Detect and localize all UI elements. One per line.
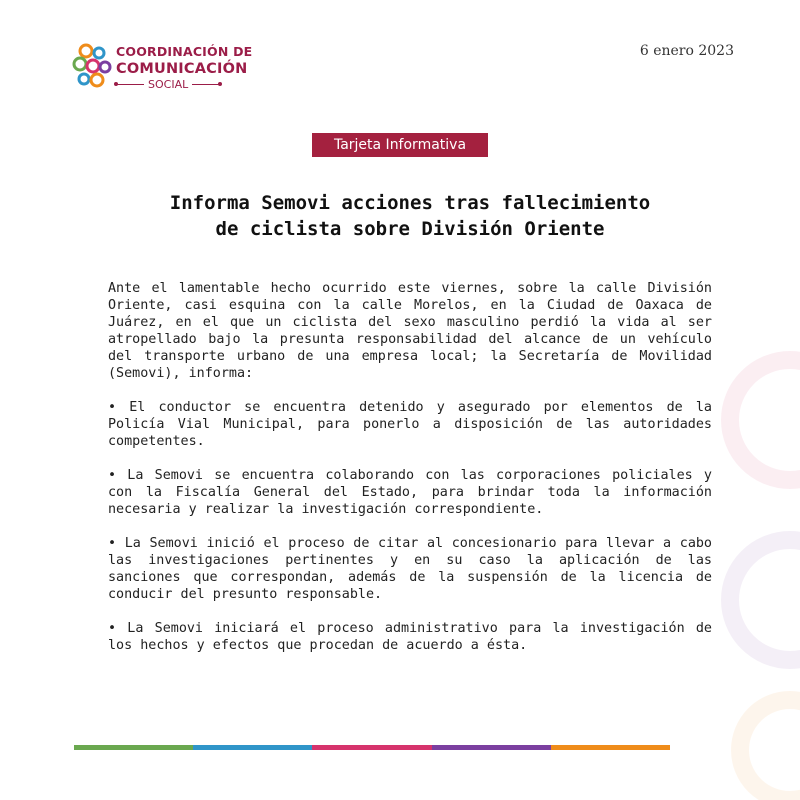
body-paragraph-intro: Ante el lamentable hecho ocurrido este viernes, sobre la calle División Oriente, casi esquina con la calle Morelos, en la Ciudad de Oaxaca de Juárez, en el que un ciclista del sexo masculino perdió la vida al ser atropellado bajo la presunta responsabilidad del alcance de un vehículo del transporte urbano de una empresa local; la Secretaría de Movilidad (Semovi), informa: (108, 281, 712, 381)
logo-line-comunicacion: COMUNICACIÓN (116, 60, 248, 77)
logo-social-label: SOCIAL (148, 78, 189, 91)
logo-line-coordinacion: COORDINACIÓN DE (116, 44, 253, 59)
color-bar-orange (551, 745, 670, 750)
document-body (108, 280, 712, 671)
document-title (90, 190, 730, 242)
color-bar-pink (312, 745, 431, 750)
color-bar-blue (193, 745, 312, 750)
logo (72, 42, 252, 96)
color-bar-divider (74, 745, 670, 750)
title-line-2: de ciclista sobre División Oriente (215, 218, 605, 240)
decorative-ornament-icon (700, 300, 800, 800)
body-bullet-1: • El conductor se encuentra detenido y asegurado por elementos de la Policía Vial Municipal, para ponerlo a disposición de las autoridades competentes. (108, 400, 712, 449)
color-bar-purple (432, 745, 551, 750)
document-date: 6 enero 2023 (639, 43, 734, 59)
color-bar-green (74, 745, 193, 750)
knot-logo-icon (72, 42, 112, 92)
body-bullet-3: • La Semovi inició el proceso de citar al concesionario para llevar a cabo las investigaciones pertinentes y en su caso la aplicación de las sanciones que correspondan, además de la suspensión de la licencia de conducir del presunto responsable. (108, 536, 712, 602)
body-bullet-4: • La Semovi iniciará el proceso administrativo para la investigación de los hechos y efectos que procedan de acuerdo a ésta. (108, 621, 712, 653)
body-bullet-2: • La Semovi se encuentra colaborando con las corporaciones policiales y con la Fiscalía General del Estado, para brindar toda la información necesaria y realizar la investigación correspondiente. (108, 468, 712, 517)
logo-line-social (116, 79, 252, 90)
tarjeta-informativa-badge: Tarjeta Informativa (312, 133, 488, 157)
title-line-1: Informa Semovi acciones tras fallecimiento (169, 192, 651, 214)
